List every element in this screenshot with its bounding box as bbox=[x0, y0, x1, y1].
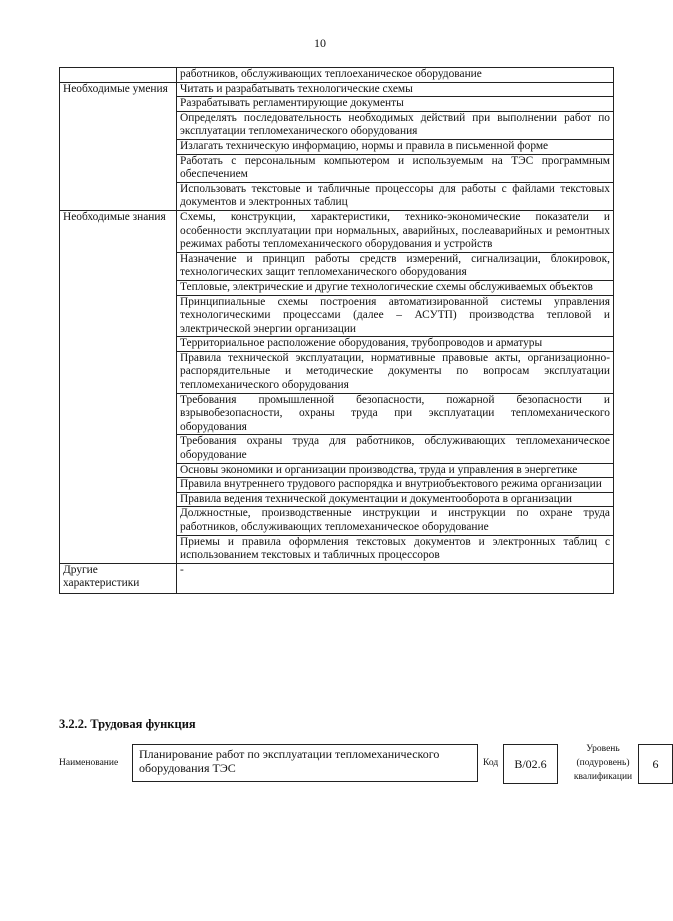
requirement-cell: Принципиальные схемы построения автоматизированной системы управления технологическими процессами (далее – АСУТП) производства тепловой и электрической энергии организации bbox=[177, 295, 614, 337]
code-label: Код bbox=[483, 758, 499, 768]
level-label: Уровень (подуровень) квалификации bbox=[573, 744, 633, 782]
function-code-box: B/02.6 bbox=[503, 744, 558, 784]
requirement-cell: Определять последовательность необходимых действий при выполнении работ по эксплуатации тепломеханического оборудования bbox=[177, 111, 614, 139]
group-label: Другие характеристики bbox=[60, 563, 177, 593]
requirement-cell: Основы экономики и организации производства, труда и управления в энергетике bbox=[177, 463, 614, 478]
requirement-cell: Работать с персональным компьютером и используемым на ТЭС программным обеспечением bbox=[177, 154, 614, 182]
group-label: Необходимые умения bbox=[60, 82, 177, 210]
row-label bbox=[60, 68, 177, 83]
requirement-cell: Правила внутреннего трудового распорядка и внутриобъектового режима организации bbox=[177, 478, 614, 493]
requirement-cell: - bbox=[177, 563, 614, 593]
group-label: Необходимые знания bbox=[60, 210, 177, 563]
table-row bbox=[60, 563, 614, 593]
requirement-cell: Должностные, производственные инструкции и инструкции по охране труда работников, обслуживающих тепломеханическое оборудование bbox=[177, 507, 614, 535]
requirement-cell: Тепловые, электрические и другие технологические схемы обслуживаемых объектов bbox=[177, 280, 614, 295]
requirement-cell: Разрабатывать регламентирующие документы bbox=[177, 97, 614, 112]
name-label: Наименование bbox=[59, 758, 119, 768]
requirement-cell: Использовать текстовые и табличные процессоры для работы с файлами текстовых документов и электронных таблиц bbox=[177, 182, 614, 210]
requirements-table bbox=[59, 67, 614, 594]
function-name-box: Планирование работ по эксплуатации тепломеханического оборудования ТЭС bbox=[132, 744, 478, 782]
requirement-cell: Правила технической эксплуатации, нормативные правовые акты, организационно-распорядительные и методические документы по вопросам эксплуатации тепломеханического оборудования bbox=[177, 351, 614, 393]
section-title: 3.2.2. Трудовая функция bbox=[59, 717, 196, 731]
requirement-cell: работников, обслуживающих теплоеханическое оборудование bbox=[177, 68, 614, 83]
requirement-cell: Требования охраны труда для работников, обслуживающих тепломеханическое оборудование bbox=[177, 435, 614, 463]
page-number: 10 bbox=[314, 36, 326, 50]
labor-function-row bbox=[59, 744, 659, 804]
requirements-table-body bbox=[60, 68, 614, 594]
table-row bbox=[60, 68, 614, 83]
table-row bbox=[60, 82, 614, 97]
requirement-cell: Читать и разрабатывать технологические схемы bbox=[177, 82, 614, 97]
requirement-cell: Территориальное расположение оборудования, трубопроводов и арматуры bbox=[177, 337, 614, 352]
requirement-cell: Назначение и принцип работы средств измерений, сигнализации, блокировок, технологических защит тепломеханического оборудования bbox=[177, 252, 614, 280]
requirement-cell: Схемы, конструкции, характеристики, технико-экономические показатели и особенности эксплуатации при нормальных, аварийных, послеаварийных и ремонтных режимах работы тепломеханического оборудования и устройств bbox=[177, 210, 614, 252]
requirement-cell: Излагать техническую информацию, нормы и правила в письменной форме bbox=[177, 139, 614, 154]
function-level-box: 6 bbox=[638, 744, 673, 784]
requirement-cell: Требования промышленной безопасности, пожарной безопасности и взрывобезопасности, охраны труда при эксплуатации тепломеханического оборудования bbox=[177, 393, 614, 435]
requirement-cell: Правила ведения технической документации и документооборота в организации bbox=[177, 492, 614, 507]
requirement-cell: Приемы и правила оформления текстовых документов и электронных таблиц с использованием текстовых и табличных процессоров bbox=[177, 535, 614, 563]
table-row bbox=[60, 210, 614, 252]
